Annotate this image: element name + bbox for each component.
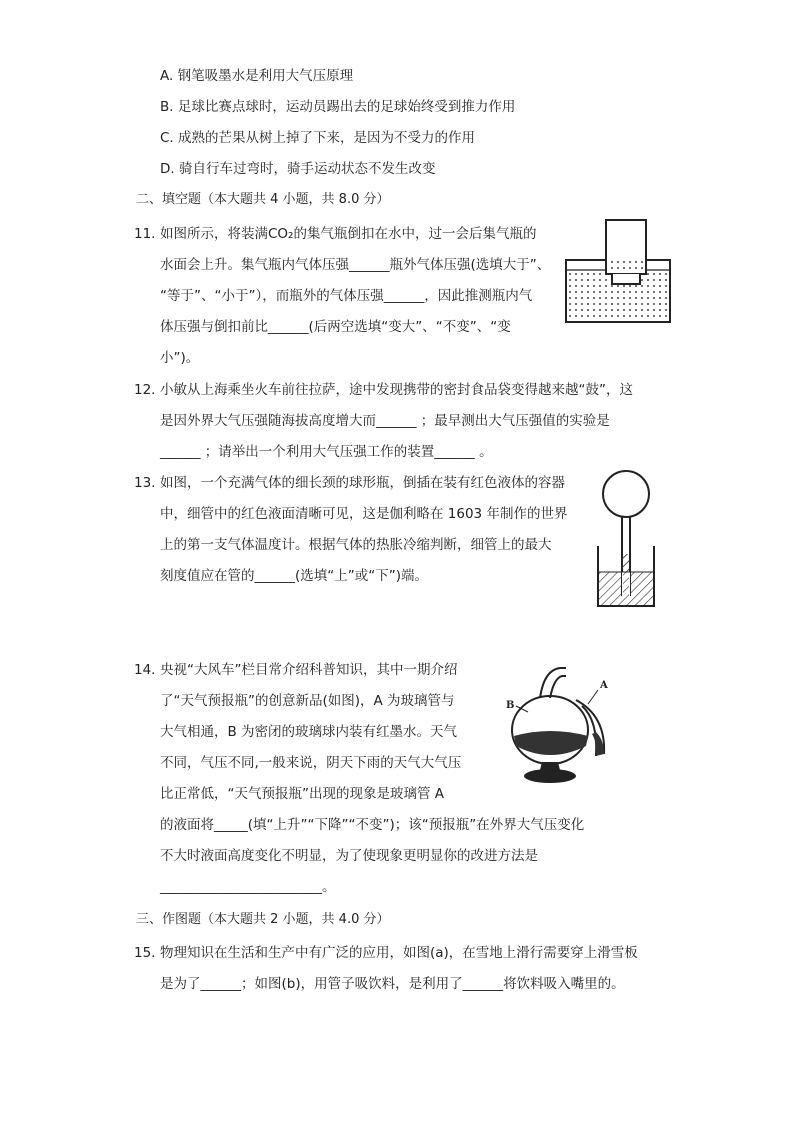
question-13-line: 中，细管中的红色液面清晰可见，这是伽利略在 1603 年制作的世界: [160, 506, 568, 522]
option-a: A. 钢笔吸墨水是利用大气压原理: [160, 68, 354, 84]
question-13-line: 上的第一支气体温度计。根据气体的热胀冷缩判断，细管上的最大: [160, 537, 552, 553]
galileo-thermometer-figure: [594, 468, 658, 612]
question-14-line: 央视“大风车”栏目常介绍科普知识，其中一期介绍: [160, 662, 458, 678]
question-11-number: 11.: [134, 226, 156, 242]
figure-label-b: B: [506, 700, 515, 711]
option-b: B. 足球比赛点球时，运动员踢出去的足球始终受到推力作用: [160, 99, 516, 115]
question-14-line: 不同，气压不同,一般来说，阴天下雨的天气大气压: [160, 755, 462, 771]
option-d: D. 骑自行车过弯时，骑手运动状态不发生改变: [160, 161, 436, 177]
question-11-line: 体压强与倒扣前比______(后两空选填“变大”、“不变”、“变: [160, 319, 511, 335]
question-14-line: 了“天气预报瓶”的创意新品(如图)，A 为玻璃管与: [160, 693, 455, 709]
option-c: C. 成熟的芒果从树上掉了下来，是因为不受力的作用: [160, 130, 476, 146]
section-heading-drawing: 三、作图题（本大题共 2 小题，共 4.0 分）: [136, 912, 390, 927]
question-15-number: 15.: [134, 945, 156, 961]
question-14-line: 不大时液面高度变化不明显，为了使现象更明显你的改进方法是: [160, 848, 538, 864]
question-15-line: 物理知识在生活和生产中有广泛的应用，如图(a)，在雪地上滑行需要穿上滑雪板: [160, 945, 638, 961]
question-14-line: 比正常低，“天气预报瓶”出现的现象是玻璃管 A: [160, 786, 445, 802]
question-12-line: ______ ；请举出一个利用大气压强工作的装置______ 。: [160, 444, 493, 460]
section-heading-fill-in: 二、填空题（本大题共 4 小题，共 8.0 分）: [136, 192, 390, 207]
question-12-line: 是因外界大气压强随海拔高度增大而______ ；最早测出大气压强值的实验是: [160, 413, 610, 429]
question-13-line: 刻度值应在管的______(选填“上”或“下”)端。: [160, 568, 429, 584]
question-14-line: ________________________。: [160, 879, 336, 895]
question-14-line: 的液面将_____(填“上升”“下降”“不变”)；该“预报瓶”在外界大气压变化: [160, 817, 585, 833]
question-12-number: 12.: [134, 382, 156, 398]
gas-jar-in-water-figure: [562, 218, 674, 326]
figure-label-a: A: [600, 680, 608, 691]
question-15-line: 是为了______；如图(b)，用管子吸饮料，是利用了______将饮料吸入嘴里的。: [160, 976, 625, 992]
question-11-line: 如图所示，将装满CO₂的集气瓶倒扣在水中，过一会后集气瓶的: [160, 226, 537, 242]
question-14-line: 大气相通，B 为密闭的玻璃球内装有红墨水。天气: [160, 724, 458, 740]
question-12-line: 小敏从上海乘坐火车前往拉萨，途中发现携带的密封食品袋变得越来越“鼓”，这: [160, 382, 633, 398]
question-13-number: 13.: [134, 475, 156, 491]
question-14-number: 14.: [134, 662, 156, 678]
question-11-line: 小”)。: [160, 350, 200, 366]
weather-forecast-bottle-figure: [500, 660, 622, 786]
question-13-line: 如图，一个充满气体的细长颈的球形瓶，倒插在装有红色液体的容器: [160, 475, 565, 491]
question-11-line: 水面会上升。集气瓶内气体压强______瓶外气体压强(选填大于”、: [160, 257, 551, 273]
question-11-line: “等于”、“小于”），而瓶外的气体压强______，因此推测瓶内气: [160, 288, 533, 304]
